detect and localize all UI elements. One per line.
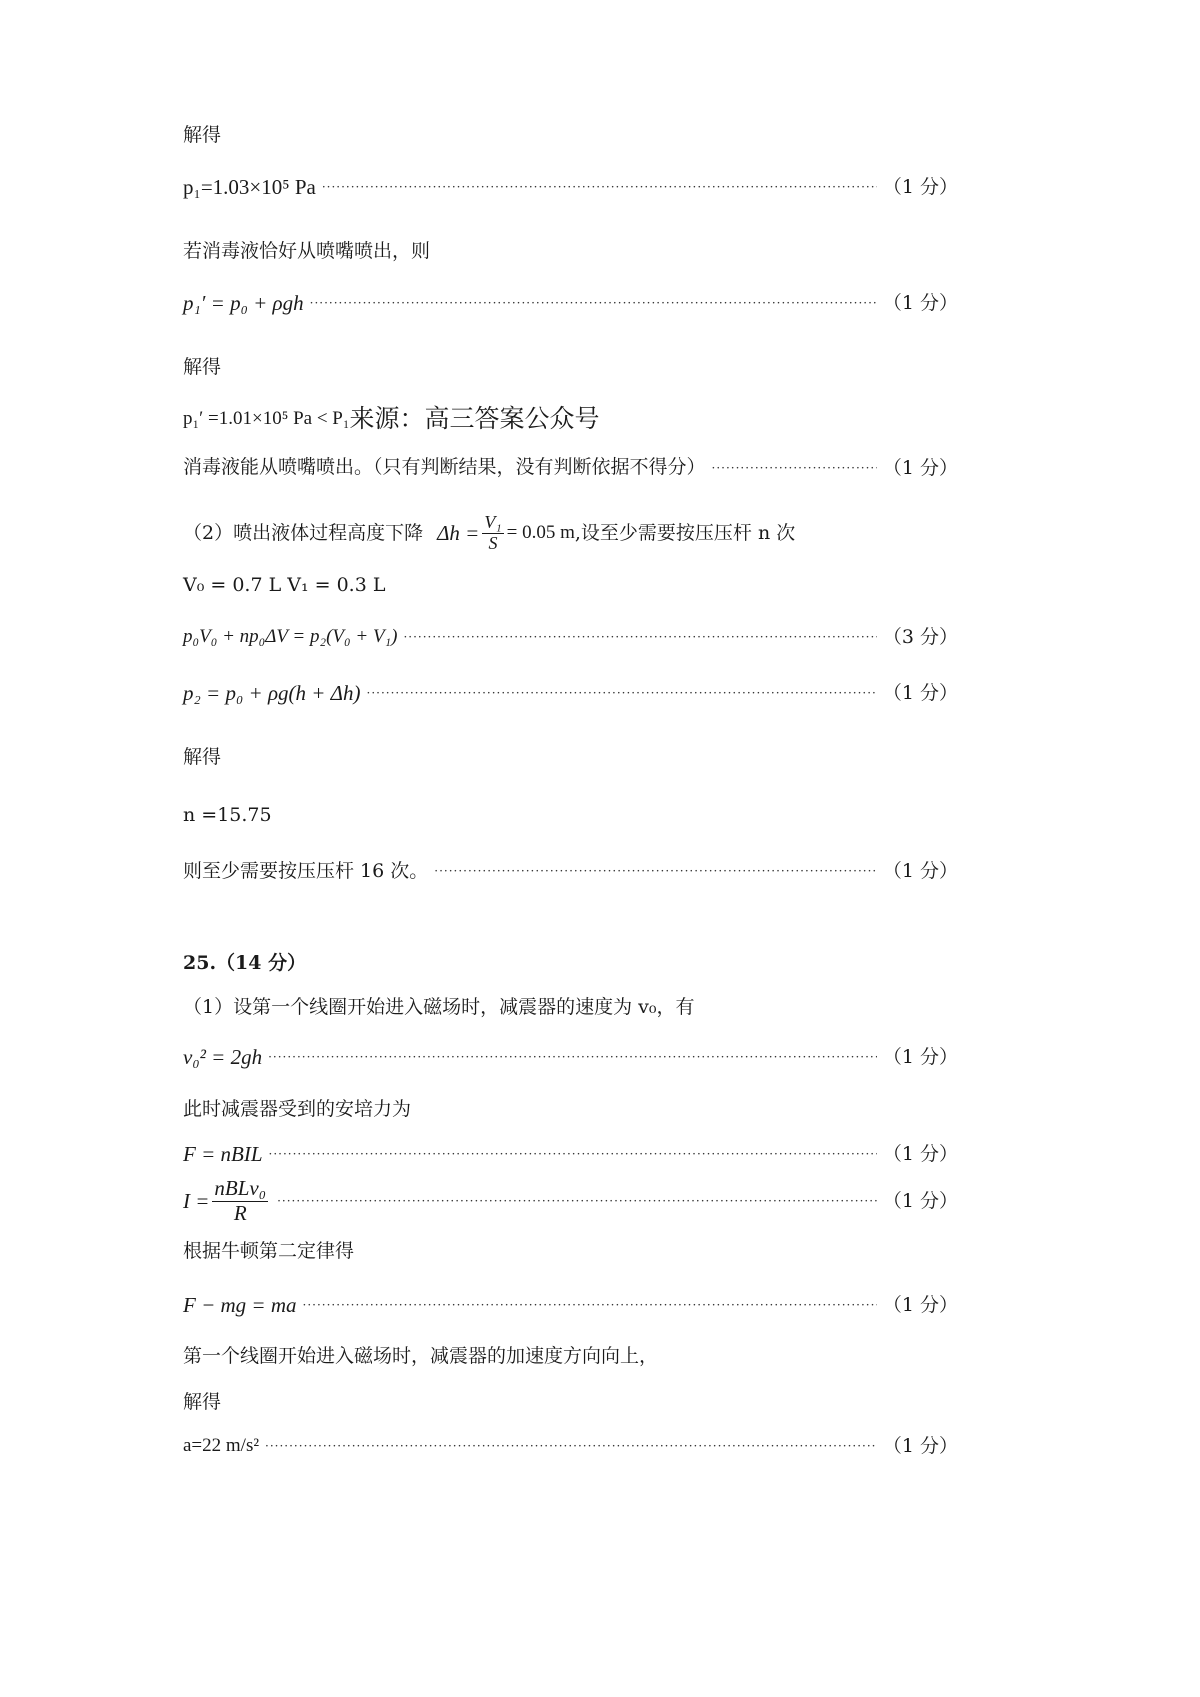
question-25-heading: 25.（14 分）: [183, 952, 307, 974]
score-label: （1 分）: [882, 860, 958, 882]
equation-math: v₀² = 2gh: [183, 1045, 263, 1069]
score-label: （1 分）: [882, 457, 958, 479]
delta-h-value: = 0.05 m: [506, 522, 575, 543]
equation-math: p₁′ = p₀ + ρgh: [183, 291, 304, 315]
score-label: （1 分）: [882, 1190, 958, 1212]
leader-dots: [310, 290, 877, 316]
text-volumes: V₀ = 0.7 L V₁ = 0.3 L: [183, 574, 386, 596]
text-part2: [183, 513, 958, 553]
text-part1-setup: （1）设第一个线圈开始进入磁场时，减震器的速度为 v₀，有: [183, 996, 695, 1018]
equation-I: [183, 1173, 958, 1229]
equation-math: p₂ = p₀ + ρg(h + Δh): [183, 681, 361, 705]
text-jiede-3: 解得: [183, 746, 222, 768]
equation-F: [183, 1141, 958, 1167]
score-label: （3 分）: [882, 626, 958, 648]
equation-math: F = nBIL: [183, 1142, 263, 1166]
leader-dots: [268, 1044, 877, 1070]
equation-math: p₁′ =1.01×10⁵ Pa < P₁: [183, 408, 350, 429]
equation-p1-result: [183, 174, 958, 200]
conclusion-text: 则至少需要按压压杆 16 次。: [183, 860, 429, 882]
fraction-nblv0-r: [212, 1177, 268, 1224]
equation-a-result: [183, 1433, 958, 1459]
part2-prefix: （2）喷出液体过程高度下降: [183, 522, 424, 544]
part2-suffix: ,设至少需要按压压杆 n 次: [574, 522, 796, 544]
fraction-denominator: R: [233, 1200, 247, 1225]
score-label: （1 分）: [882, 1294, 958, 1316]
leader-dots: [265, 1433, 877, 1459]
fraction-numerator: nBLv₀: [214, 1176, 267, 1201]
score-label: （1 分）: [882, 1046, 958, 1068]
equation-boyle: [183, 624, 958, 650]
text-ampere-force: 此时减震器受到的安培力为: [183, 1098, 412, 1120]
leader-dots: [322, 174, 877, 200]
equation-p2: [183, 680, 958, 706]
text-condition: 若消毒液恰好从喷嘴喷出，则: [183, 240, 431, 262]
text-n-result: n =15.75: [183, 804, 272, 826]
score-label: （1 分）: [882, 292, 958, 314]
leader-dots: [434, 858, 877, 884]
equation-p1-prime: [183, 290, 958, 316]
equation-p1-prime-result: [183, 406, 958, 432]
text-newton: 根据牛顿第二定律得: [183, 1240, 355, 1262]
equation-lhs: I =: [183, 1189, 210, 1213]
score-label: （1 分）: [882, 1143, 958, 1165]
leader-dots: [403, 624, 876, 650]
fraction-v1-s: [482, 513, 503, 554]
equation-math: F − mg = ma: [183, 1293, 297, 1317]
leader-dots: [367, 680, 877, 706]
text-jiede-2: 解得: [183, 356, 222, 378]
fraction-numerator: V₁: [484, 511, 502, 532]
leader-dots: [303, 1292, 877, 1318]
equation-v0: [183, 1044, 958, 1070]
equation-newton: [183, 1292, 958, 1318]
leader-dots: [277, 1188, 877, 1214]
score-label: （1 分）: [882, 1435, 958, 1457]
conclusion-text: 消毒液能从喷嘴喷出。（只有判断结果，没有判断依据不得分）: [183, 457, 706, 478]
text-accel-direction: 第一个线圈开始进入磁场时，减震器的加速度方向向上，: [183, 1345, 659, 1367]
equation-math: a=22 m/s²: [183, 1435, 260, 1456]
leader-dots: [269, 1141, 877, 1167]
delta-h-label: Δh =: [437, 521, 480, 545]
watermark-source: 来源：高三答案公众号: [349, 404, 600, 433]
text-n-conclusion: [183, 858, 958, 884]
score-label: （1 分）: [882, 682, 958, 704]
leader-dots: [712, 455, 877, 481]
score-label: （1 分）: [882, 176, 958, 198]
equation-math: p₀V₀ + np₀ΔV = p₂(V₀ + V₁): [183, 626, 398, 647]
equation-math: p₁=1.03×10⁵ Pa: [183, 175, 316, 199]
text-jiede-1: 解得: [183, 124, 222, 146]
text-conclusion: [183, 455, 958, 481]
text-jiede-4: 解得: [183, 1391, 222, 1413]
fraction-denominator: S: [488, 532, 498, 553]
